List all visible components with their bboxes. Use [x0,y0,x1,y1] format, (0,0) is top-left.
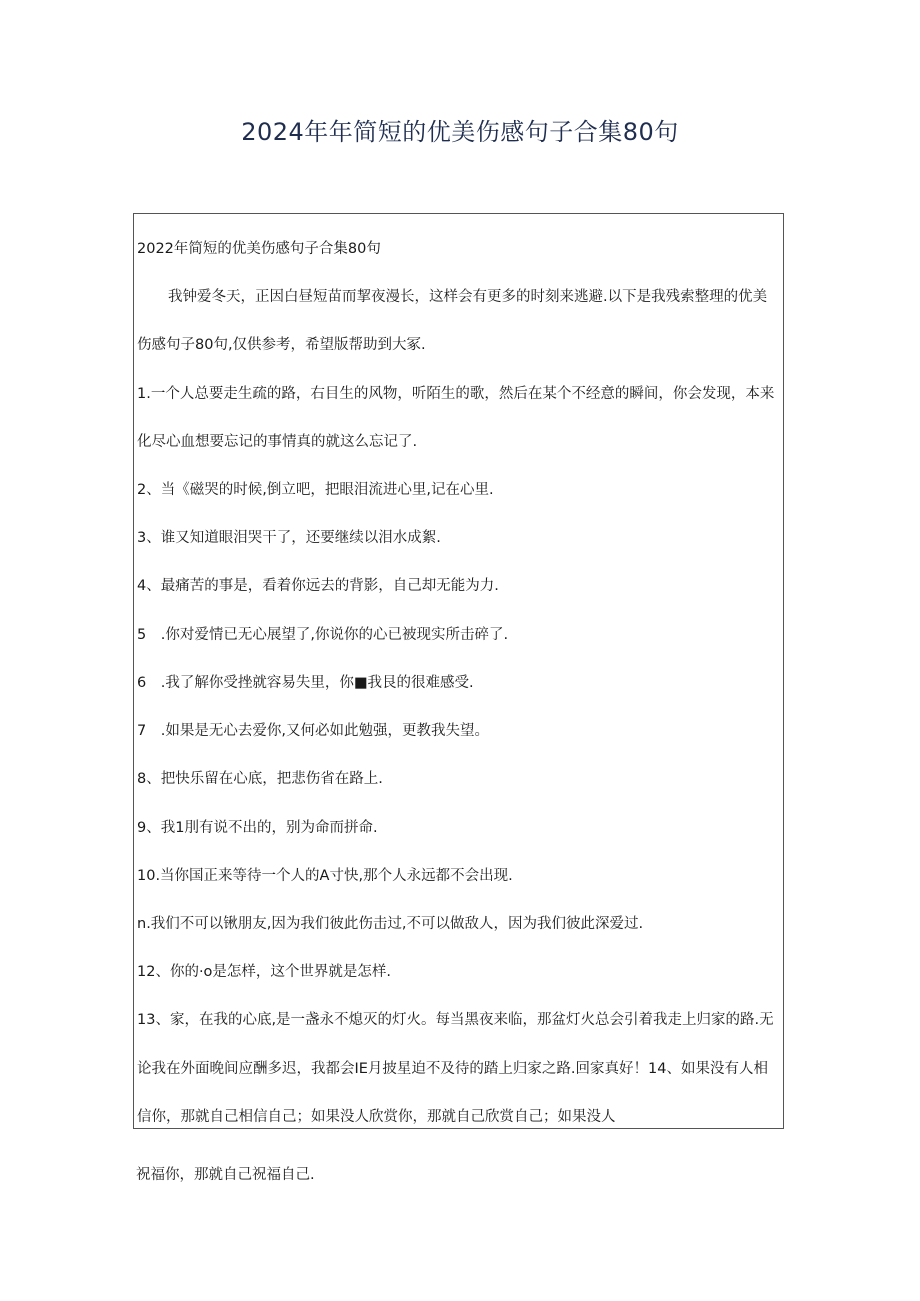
item-9: 9、我1刖有说不出的，别为命而拼命. [137,820,378,836]
content-box [133,213,784,1129]
item-7: 7 .如果是无心去爱你,又何必如此勉强，更教我失望。 [137,723,489,739]
item-6: 6 .我了解你受挫就容易失里，你■我艮的很难感受. [137,675,474,691]
item-2: 2、当《磁哭的时候,倒立吧，把眼泪流进心里,记在心里. [137,482,494,498]
item-11: n.我们不可以锹朋友,因为我们彼此伤击过,不可以做敌人，因为我们彼此深爱过. [137,916,644,932]
intro-line-1: 我钟爱冬天，正因白昼短苗而挈夜漫长，这样会有更多的时刻来逃避.以下是我残索整理的优美 [168,289,768,305]
item-1-line-2: 化尽心血想要忘记的事情真的就这么忘记了. [137,434,418,450]
item-5: 5 .你对爱情已无心展望了,你说你的心已被现实所击碎了. [137,627,509,643]
intro-line-2: 伤感句子80句,仅供参考，希望版帮助到大冢. [137,337,426,353]
item-4: 4、最痛苦的事是，看着你远去的背影，自己却无能为力. [137,578,499,594]
document-title: 2024年年简短的优美伤感句子合集80句 [241,118,679,146]
item-10: 10.当你国正来等待一个人的A寸快,那个人永远都不会出现. [137,868,513,884]
item-12: 12、你的·o是怎样，这个世界就是怎样. [137,964,392,980]
item-3: 3、谁又知道眼泪哭干了，还要继续以泪水成絮. [137,530,441,546]
item-14-continuation: 祝福你，那就自己祝福自己. [136,1167,315,1183]
item-13-line-1: 13、家，在我的心底,是一盏永不熄灭的灯火。每当黑夜来临，那盆灯火总会引着我走上归家的路.无 [137,1012,774,1028]
item-1-line-1: 1.一个人总要走生疏的路，右目生的风物，听陌生的歌，然后在某个不经意的瞬间，你会发现，本来 [137,386,775,402]
item-13-line-2: 论我在外面晚间应酬多迟，我都会IE月披星迫不及待的踏上归家之路.回家真好！14、如果没有人相 [137,1061,768,1077]
item-14-line-1: 信你，那就自己相信自己；如果没人欣赏你，那就自己欣赏自己；如果没人 [137,1109,616,1125]
subtitle-line: 2022年简短的优美伤感句子合集80句 [137,241,381,257]
item-8: 8、把快乐留在心底，把悲伤省在路上. [137,771,383,787]
